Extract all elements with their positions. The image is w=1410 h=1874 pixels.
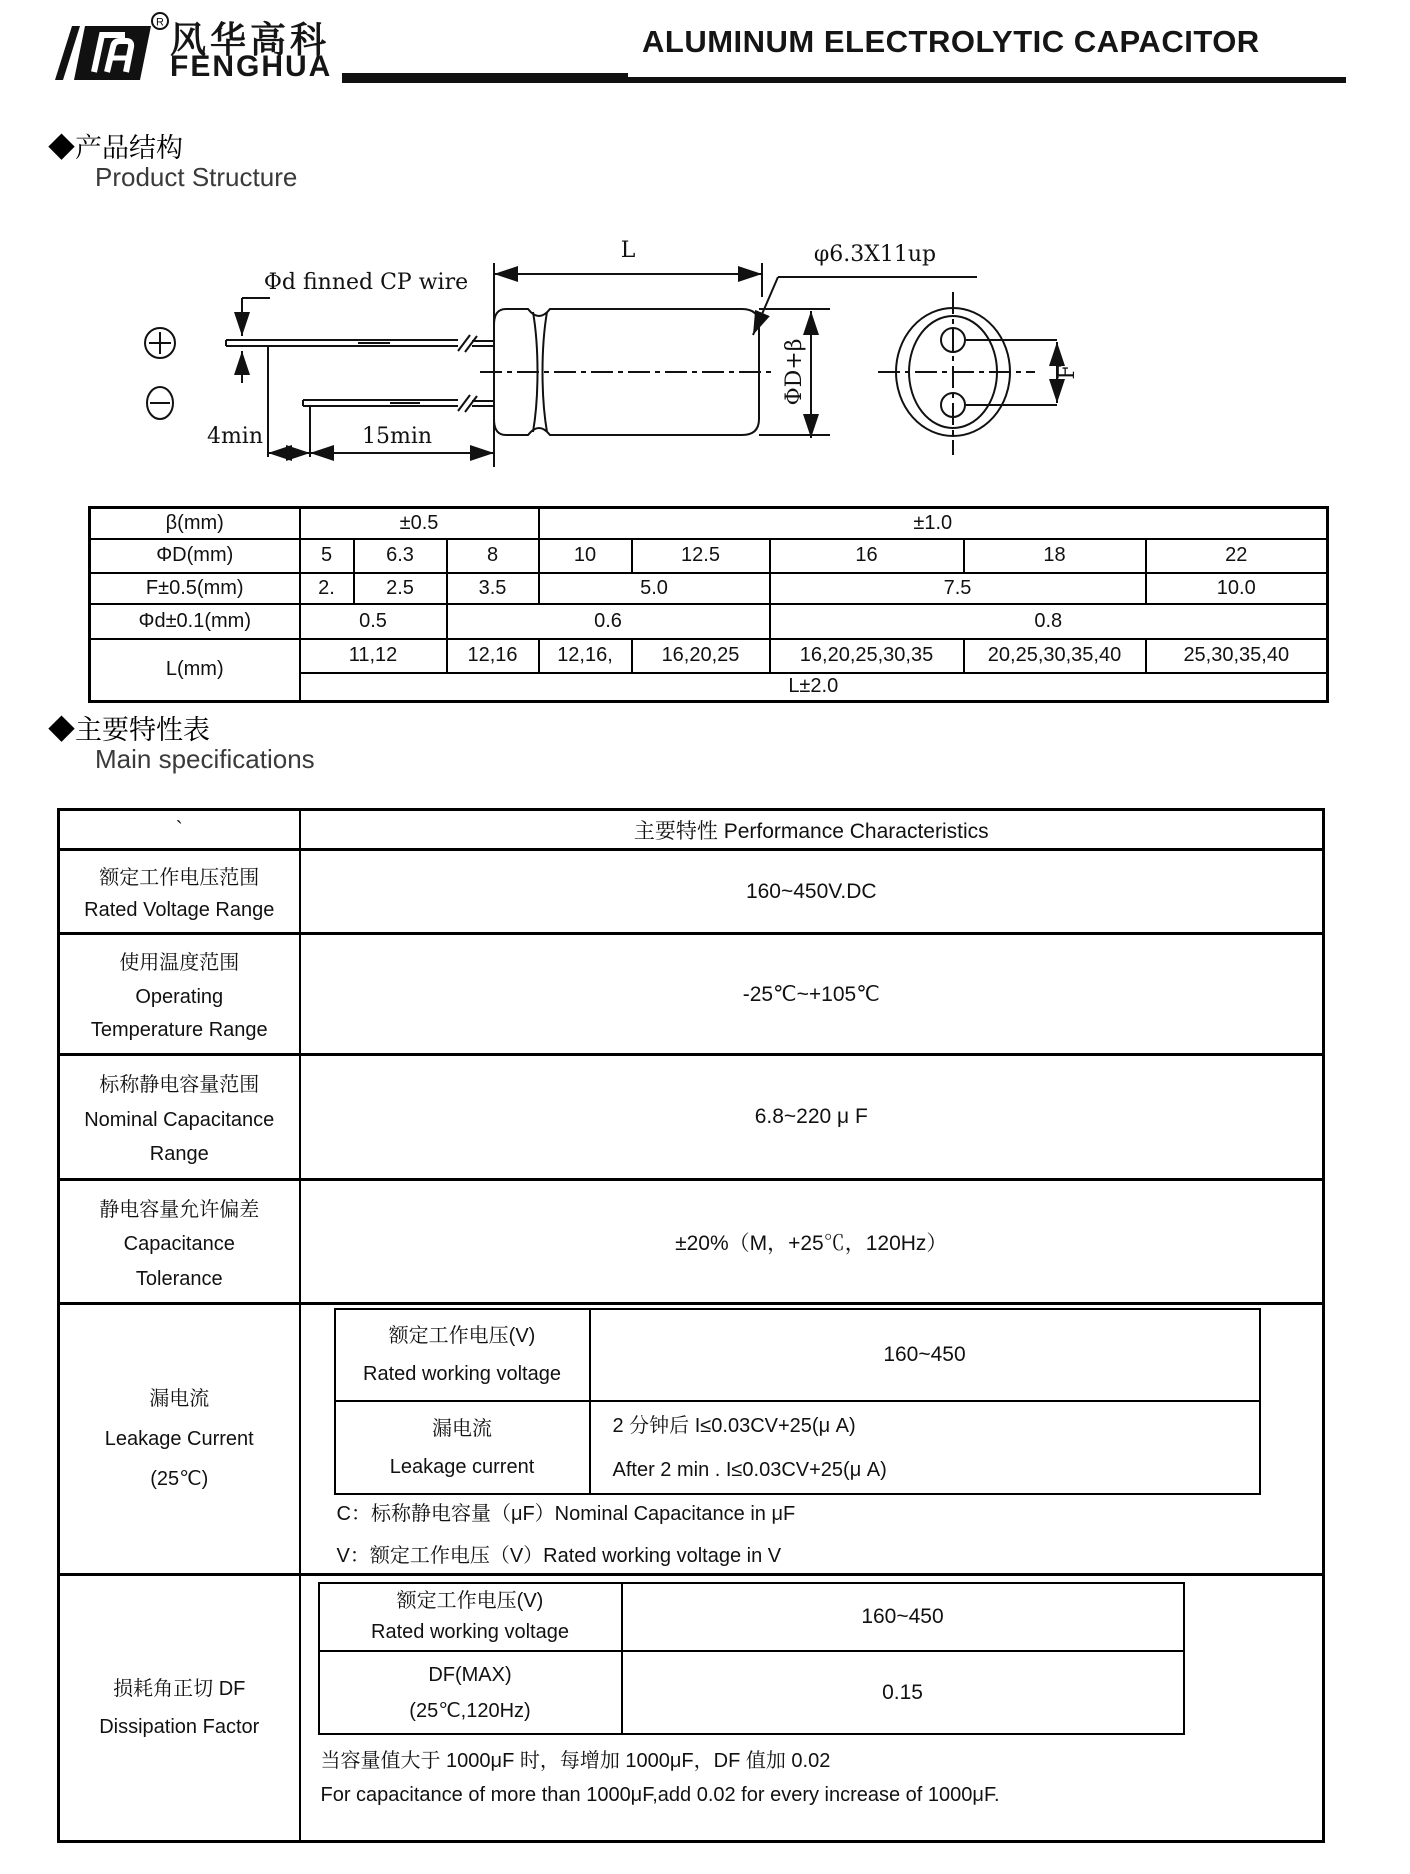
cell: 22 — [1146, 539, 1328, 573]
main-specifications-table — [57, 808, 1325, 1843]
table-row — [59, 810, 1324, 850]
label-line: (25℃) — [150, 1468, 209, 1490]
table-row — [59, 850, 1324, 934]
cell: 2.5 — [354, 573, 447, 604]
lead-wire-label: Φd finned CP wire — [263, 270, 469, 295]
header-divider-accent — [342, 73, 628, 79]
label-line: Nominal Capacitance — [84, 1108, 275, 1131]
row-label: β(mm) — [90, 508, 300, 539]
table-row — [59, 1575, 1324, 1842]
table-row — [59, 1055, 1324, 1180]
min4-label: 4min — [206, 424, 264, 449]
cell: 16 — [770, 539, 964, 573]
header-title-cell: 主要特性 Performance Characteristics — [300, 810, 1324, 850]
df-inner-table — [318, 1582, 1185, 1735]
inner-voltage-value: 160~450 — [622, 1583, 1184, 1651]
plus-polarity-icon — [145, 328, 175, 358]
temperature-label — [60, 935, 299, 1053]
label-line: Rated working voltage — [363, 1363, 561, 1385]
cell: 0.6 — [447, 604, 770, 639]
cell: 10 — [539, 539, 632, 573]
sleeve-label: φ6.3X11up — [813, 242, 937, 267]
capacitor-outline-drawing — [60, 185, 1360, 505]
leakage-note-v: V：额定工作电压（V）Rated working voltage in V — [336, 1545, 782, 1567]
label-line: 损耗角正切 DF — [113, 1678, 246, 1700]
label-line: 漏电流 — [149, 1388, 210, 1410]
cell: 12.5 — [632, 539, 770, 573]
cell: 25,30,35,40 — [1146, 639, 1328, 673]
beta-tolerance-small: ±0.5 — [300, 508, 539, 539]
sleeve-leader — [753, 277, 977, 335]
capacitance-range-label — [60, 1056, 299, 1178]
dimension-table — [88, 506, 1329, 703]
temperature-value: -25℃~+105℃ — [300, 934, 1324, 1055]
inner-voltage-label — [336, 1317, 589, 1393]
cell: 16,20,25 — [632, 639, 770, 673]
formula-line-cn: 2 分钟后 I≤0.03CV+25(μ A) — [612, 1414, 856, 1437]
df-max-value: 0.15 — [622, 1651, 1184, 1734]
pitch-label: F — [1055, 364, 1080, 380]
cell: 18 — [964, 539, 1146, 573]
inner-voltage-value: 160~450 — [590, 1309, 1260, 1401]
row-label: ΦD(mm) — [90, 539, 300, 573]
leakage-detail — [301, 1305, 1323, 1573]
df-detail — [301, 1576, 1323, 1840]
label-line: Temperature Range — [90, 1019, 268, 1042]
label-line: Capacitance — [123, 1233, 235, 1255]
label-line: Operating — [135, 985, 224, 1008]
cell: 11,12 — [300, 639, 447, 673]
table-row — [90, 573, 1328, 604]
svg-text:R: R — [156, 16, 164, 29]
section-main-specs-cn: ◆主要特性表 — [48, 715, 210, 745]
label-line: DF(MAX) — [428, 1663, 512, 1686]
label-line: 漏电流 — [432, 1417, 492, 1440]
beta-tolerance-large: ±1.0 — [539, 508, 1328, 539]
label-line: (25℃,120Hz) — [409, 1699, 531, 1722]
cell: 8 — [447, 539, 539, 573]
brand-name-en: FENGHUA — [170, 50, 333, 83]
cell: 10.0 — [1146, 573, 1328, 604]
cell: 3.5 — [447, 573, 539, 604]
cell: 5.0 — [539, 573, 770, 604]
fenghua-logo-icon — [50, 8, 175, 93]
row-label: L(mm) — [90, 639, 300, 702]
table-row — [90, 508, 1328, 539]
leakage-inner-table — [334, 1308, 1261, 1495]
cell: 7.5 — [770, 573, 1146, 604]
cell: 0.5 — [300, 604, 447, 639]
section-main-specs-en: Main specifications — [95, 744, 315, 774]
formula-line-en: After 2 min . I≤0.03CV+25(μ A) — [612, 1458, 887, 1481]
table-row — [59, 1180, 1324, 1304]
min15-label: 15min — [361, 424, 433, 449]
inner-voltage-label — [320, 1586, 621, 1648]
label-line: 标称静电容量范围 — [99, 1073, 260, 1096]
label-line: Leakage Current — [104, 1428, 254, 1450]
cell: 16,20,25,30,35 — [770, 639, 964, 673]
minus-polarity-icon — [147, 387, 173, 419]
label-line: Dissipation Factor — [99, 1716, 260, 1738]
end-view — [878, 292, 1057, 455]
tolerance-label — [60, 1181, 299, 1302]
tolerance-value: ±20%（M，+25℃，120Hz） — [300, 1180, 1324, 1304]
label-line: Tolerance — [135, 1267, 223, 1290]
inner-leakage-label — [336, 1410, 589, 1486]
row-label: F±0.5(mm) — [90, 573, 300, 604]
leakage-label — [60, 1305, 299, 1573]
page-title: ALUMINUM ELECTROLYTIC CAPACITOR — [642, 24, 1260, 59]
length-label: L — [620, 238, 636, 263]
header-corner-cell: ` — [59, 810, 300, 850]
cell: 20,25,30,35,40 — [964, 639, 1146, 673]
df-label — [60, 1576, 299, 1840]
leakage-formula — [591, 1404, 1259, 1492]
brand-name-cn: 风华高科 — [170, 19, 331, 60]
table-row — [90, 604, 1328, 639]
top-lead — [226, 335, 494, 352]
df-note-en: For capacitance of more than 1000μF,add 0.02 for every increase of 1000μF. — [320, 1784, 1000, 1806]
section-product-structure-en: Product Structure — [95, 162, 298, 192]
table-row — [90, 639, 1328, 673]
table-row — [90, 539, 1328, 573]
l-tolerance-cell: L±2.0 — [300, 673, 1328, 702]
row-label: Φd±0.1(mm) — [90, 604, 300, 639]
rated-voltage-value: 160~450V.DC — [300, 850, 1324, 934]
table-row — [59, 1304, 1324, 1575]
table-row — [319, 1651, 1184, 1734]
cell: 2. — [300, 573, 354, 604]
label-line: 使用温度范围 — [119, 951, 240, 974]
capacitor-body — [480, 309, 772, 435]
leakage-note-c: C：标称静电容量（μF）Nominal Capacitance in μF — [336, 1503, 796, 1525]
df-max-label — [320, 1657, 621, 1729]
section-product-structure-cn: ◆产品结构 — [48, 133, 183, 163]
label-line: 额定工作电压(V) — [396, 1590, 544, 1612]
cell: 12,16, — [539, 639, 632, 673]
cell: 12,16 — [447, 639, 539, 673]
label-line: Leakage current — [389, 1455, 535, 1478]
diameter-label: ΦD+β — [782, 338, 807, 406]
bottom-lead — [303, 395, 494, 412]
table-row — [335, 1309, 1260, 1401]
label-line: 额定工作电压范围 — [99, 866, 260, 889]
label-line: 额定工作电压(V) — [388, 1325, 536, 1347]
cell: 6.3 — [354, 539, 447, 573]
table-row — [335, 1401, 1260, 1494]
label-line: 静电容量允许偏差 — [99, 1198, 260, 1221]
label-line: Rated Voltage Range — [84, 899, 275, 922]
df-note-cn: 当容量值大于 1000μF 时，每增加 1000μF，DF 值加 0.02 — [320, 1750, 831, 1772]
label-line: Rated working voltage — [371, 1621, 569, 1643]
table-row — [59, 934, 1324, 1055]
rated-voltage-label — [60, 851, 299, 932]
capacitance-range-value: 6.8~220 μ F — [300, 1055, 1324, 1180]
cell: 5 — [300, 539, 354, 573]
cell: 0.8 — [770, 604, 1328, 639]
table-row — [319, 1583, 1184, 1651]
length-dimension — [494, 263, 762, 467]
label-line: Range — [149, 1143, 209, 1166]
